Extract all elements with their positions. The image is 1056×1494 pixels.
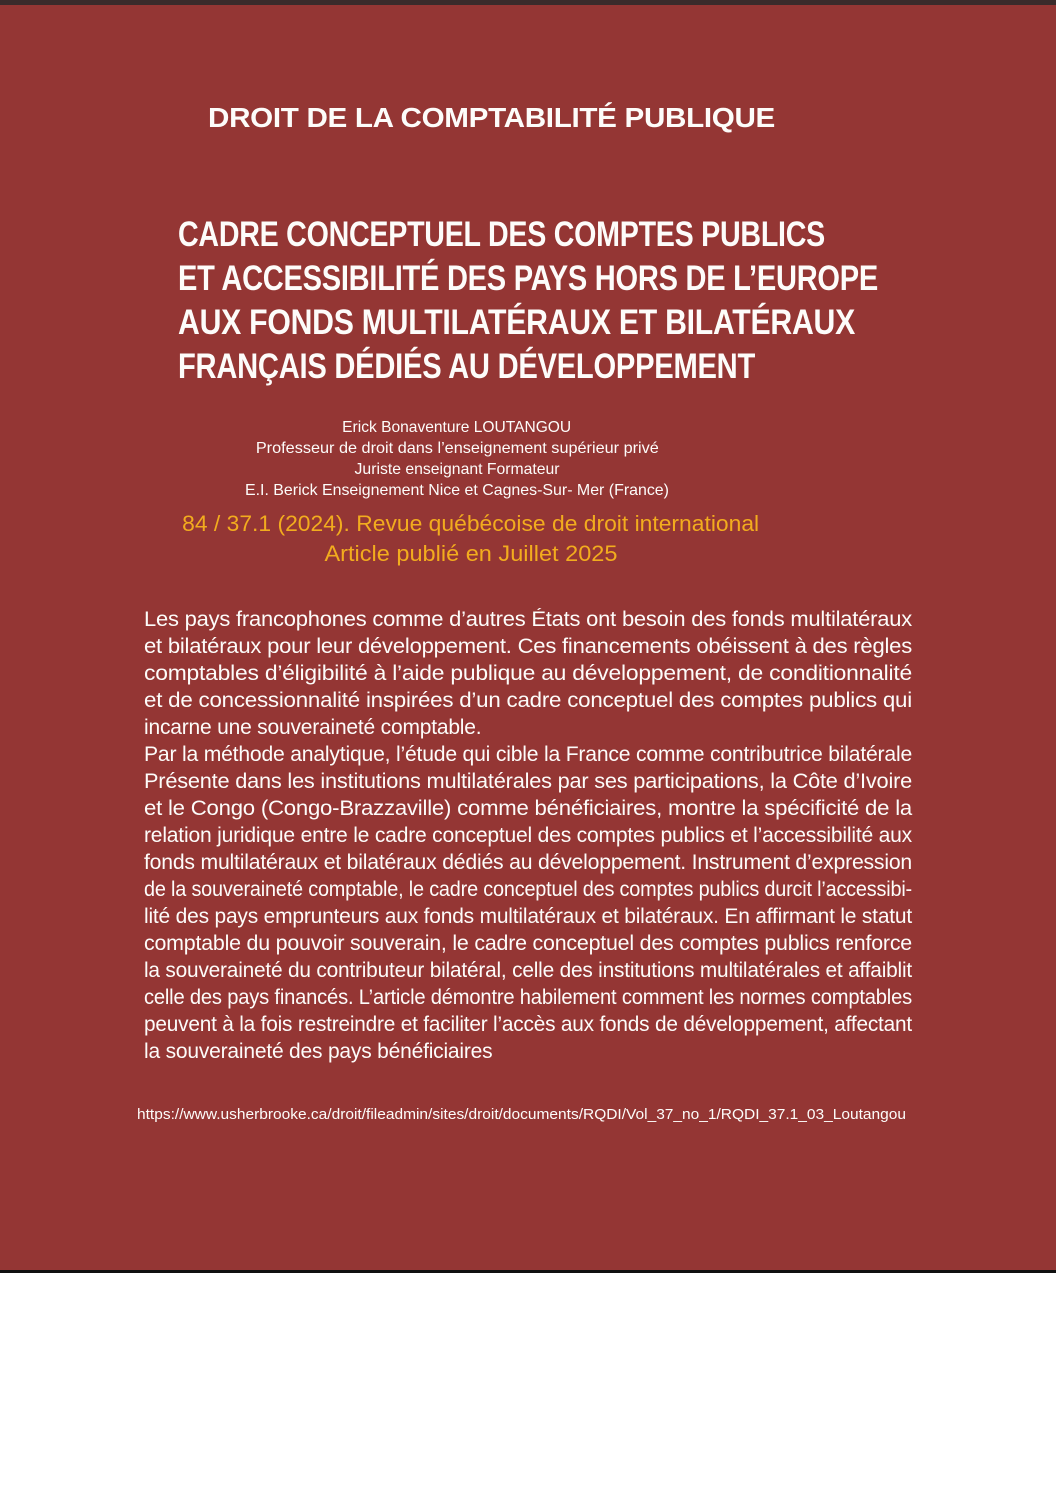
abstract-line: fonds multilatéraux et bilatéraux dédiés au développement. Instrument d’expression [144, 851, 912, 874]
author-role: Professeur de droit dans l’enseignement supérieur privé [255, 440, 659, 457]
abstract [144, 606, 912, 1065]
abstract-line: comptables d’éligibilité à l’aide publique au développement, de conditionnalité [144, 662, 912, 685]
abstract-line: la souveraineté des pays bénéficiaires [144, 1040, 493, 1063]
abstract-line: Par la méthode analytique, l’étude qui cible la France comme contributrice bilatérale [144, 743, 912, 766]
abstract-line: et le Congo (Congo-Brazzaville) comme bénéficiaires, montre la spécificité de la [144, 797, 912, 820]
cover-panel [0, 5, 1056, 1273]
abstract-line: incarne une souveraineté comptable. [144, 716, 482, 739]
abstract-line: de la souveraineté comptable, le cadre conceptuel des comptes publics durcit l’accessibi- [144, 878, 912, 901]
article-title-line: AUX FONDS MULTILATÉRAUX ET BILATÉRAUX [178, 303, 855, 342]
source-url: https://www.usherbrooke.ca/droit/fileadmin/sites/droit/documents/RQDI/Vol_37_no_1/RQDI_37.1_03_Loutangou [137, 1106, 907, 1123]
author-role-secondary: Juriste enseignant Formateur [354, 461, 560, 478]
article-title-line: CADRE CONCEPTUEL DES COMPTES PUBLICS [178, 215, 825, 254]
publication-block [182, 509, 760, 569]
article-title-line: ET ACCESSIBILITÉ DES PAYS HORS DE L’EUROPE [178, 259, 878, 298]
abstract-line: Présente dans les institutions multilatérales par ses participations, la Côte d’Ivoire [144, 770, 912, 793]
article-title [178, 213, 1022, 389]
abstract-line: peuvent à la fois restreindre et faciliter l’accès aux fonds de développement, affectant [144, 1013, 912, 1036]
abstract-line: relation juridique entre le cadre conceptuel des comptes publics et l’accessibilité aux [144, 824, 912, 847]
abstract-line: et de concessionnalité inspirées d’un cadre conceptuel des comptes publics qui [144, 689, 913, 712]
abstract-line: Les pays francophones comme d’autres États ont besoin des fonds multilatéraux [144, 608, 912, 631]
publication-reference: 84 / 37.1 (2024). Revue québécoise de droit international [182, 511, 760, 536]
abstract-line: la souveraineté du contributeur bilatéral, celle des institutions multilatérales et affaiblit [144, 959, 912, 982]
abstract-line: lité des pays emprunteurs aux fonds multilatéraux et bilatéraux. En affirmant le statut [144, 905, 912, 928]
author-affiliation: E.I. Berick Enseignement Nice et Cagnes-Sur- Mer (France) [245, 482, 669, 499]
article-title-line: FRANÇAIS DÉDIÉS AU DÉVELOPPEMENT [178, 347, 755, 386]
publication-date-note: Article publié en Juillet 2025 [324, 541, 618, 566]
author-name: Erick Bonaventure LOUTANGOU [342, 419, 572, 436]
abstract-line: et bilatéraux pour leur développement. Ces financements obéissent à des règles [144, 635, 912, 658]
abstract-line: comptable du pouvoir souverain, le cadre conceptuel des comptes publics renforce [144, 932, 912, 955]
series-heading: DROIT DE LA COMPTABILITÉ PUBLIQUE [208, 102, 775, 133]
abstract-line: celle des pays financés. L’article démontre habilement comment les normes comptables [144, 986, 912, 1009]
author-block [127, 417, 787, 569]
